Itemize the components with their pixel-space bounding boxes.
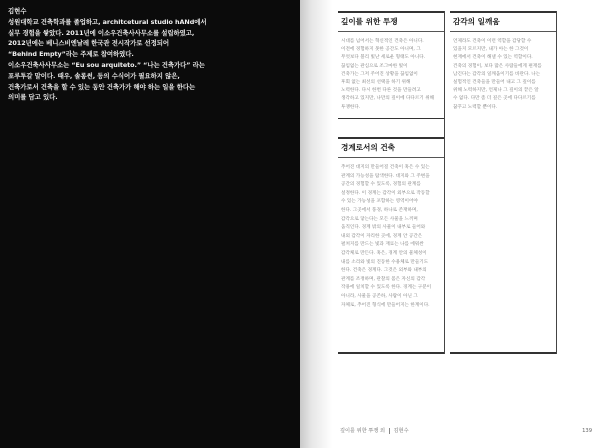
right-page [300, 0, 600, 448]
body-line: 아니라, 사물을 공존하, 사람이 아닌 그 [341, 293, 418, 299]
section-depth [338, 11, 444, 119]
bio-line: 의미를 담고 있다. [8, 93, 58, 102]
body-line: 건축의 경험이, 보다 많은 사람들에게 편재를 [453, 63, 542, 69]
body-line: 생각하고 있지만, 나만의 깊이에 다다르기 위해 [341, 96, 435, 102]
body-line: 시대를 넘어서는 혁신적인 건축은 아니다. [341, 39, 424, 44]
bio-line: 이소우건축사사무소는 “Eu sou arquiteto.” “나는 건축가다” 라는 [8, 60, 205, 69]
bio-line: 2012년에는 베니스비엔날레 한국관 전시작가로 선정되어 [8, 39, 169, 48]
section-title: 깊이를 위한 투쟁 [338, 13, 444, 32]
body-line: 작용에 일치할 수 있도록 한다. 경계는 구분이 [341, 285, 432, 291]
running-title: 깊이를 위한 투쟁 외 [340, 428, 386, 434]
section-body [450, 32, 556, 112]
body-line: 꿈꾸고 노력할 뿐이다. [453, 104, 498, 110]
page-gutter-shadow [300, 0, 332, 448]
bio-line: 건축가로서 건축을 할 수 있는 동안 건축가가 해야 하는 일을 한다는 [8, 82, 196, 91]
section-body [338, 32, 444, 112]
footer-divider [389, 428, 390, 434]
bio-line: 김현수 [8, 7, 27, 15]
body-line: 건축가는 그저 주어진 상황을 끊임없이 [341, 71, 418, 77]
body-line: 투쟁한다. [341, 104, 361, 110]
bio-line: 포루투갈 말이다. 때우, 솔롱썬, 등의 수식어가 필요하지 않은, [8, 71, 180, 80]
section-title: 감각의 일깨움 [450, 13, 556, 32]
body-line: 관계를 조정하며, 관찰의 몸은 자신의 감각 [341, 276, 426, 282]
body-line: 감각체로 만든다. 혹은, 경계 안의 물체성이 [341, 250, 427, 256]
body-line: 후회 없는 최선의 선택을 하기 위해 [341, 80, 411, 86]
body-line: 관계의 가능성을 탐색한다. 대지와 그 주변을 [341, 173, 430, 179]
page-footer [340, 426, 592, 438]
bio-line: “Behind Empty”라는 주제로 참여하였다. [8, 50, 134, 59]
body-line: 내를 소리와 빛의 진동한 수용체로 만들기도 [341, 259, 429, 265]
body-line: 설정한다. 이 경계는 감각이 외부으로 작동할 [341, 190, 430, 196]
body-line: 있을지 모르지만, 내가 아는 한 그것이 [453, 47, 529, 53]
author-bio [8, 6, 292, 103]
bio-line: 실무 경험을 쌓았다. 2011년에 이소우건축사사무소를 설립하였고, [8, 28, 195, 37]
bio-line: 성원대학교 건축학과를 졸업하고, architcetural studio hANd에서 [8, 17, 207, 26]
running-footer [340, 426, 409, 436]
body-line: 움직인다. 경계 밖의 사물이 내부로 들어와 [341, 225, 426, 231]
running-author: 김현수 [393, 428, 409, 434]
section-body [338, 158, 444, 310]
body-line: 추어진 대지의 만들어질 건축이 혹은 수 있는 [341, 165, 430, 170]
column-divider [556, 11, 557, 354]
body-line: 남긴다는 감각의 일깨움이기를 바란다. 나는 [453, 71, 541, 77]
body-line: 끊임없는 관심으로 조그마한 빛이 [341, 63, 408, 69]
section-boundary [338, 137, 444, 354]
body-line: 감각으로 닿는다는 모든 사물을 느끼며 [341, 216, 418, 222]
body-line: 실험적인 건축들을 만들어 내고 그 깊이를 [453, 80, 536, 86]
body-line: 이전에 경험하지 못한 공간도 아니며, 그 [341, 47, 421, 53]
body-line: 자체로, 추어진 형식에 만들어지는 한계이다. [341, 302, 430, 308]
body-line: 무엇보다 블리 빛난 세로운 형태도 아니다. [341, 55, 426, 61]
body-line: 위해 노력하지만, 언제나 그 깊이의 끝은 알 [453, 88, 539, 94]
body-line: 노력한다. 다시 한번 다른 것을 만들려고 [341, 88, 421, 94]
body-line: 한다. 건축은 경계다. 그것은 외부와 내부의 [341, 268, 427, 274]
section-sensation [450, 11, 556, 354]
body-line: 수 있는 가능성을 포함하는 영역이어야 [341, 199, 418, 205]
body-line: 수 없다. 다만 좀 더 깊은 곳에 다다르기를 [453, 96, 536, 102]
column-divider [444, 11, 445, 354]
body-line: 한다. 그곳에서 풍경, 하나로 존재하며, [341, 207, 418, 213]
page-number: 139 [582, 428, 592, 434]
body-line: 내외 감각이 자리한 곳에, 경계 안 공간은 [341, 233, 423, 239]
section-title: 경계로서의 건축 [338, 139, 444, 158]
body-line: 공간의 경험할 수 있도록, 경험의 관계를 [341, 182, 421, 188]
body-line: 펼쳐지를 만드는 빛과 재료는 나를 에워싼 [341, 242, 424, 248]
body-line: 언제라도 건축이 이런 역할을 감당할 수 [453, 39, 532, 44]
body-line: 현재에서 건축이 해낼 수 있는 역할이다. [453, 55, 533, 61]
